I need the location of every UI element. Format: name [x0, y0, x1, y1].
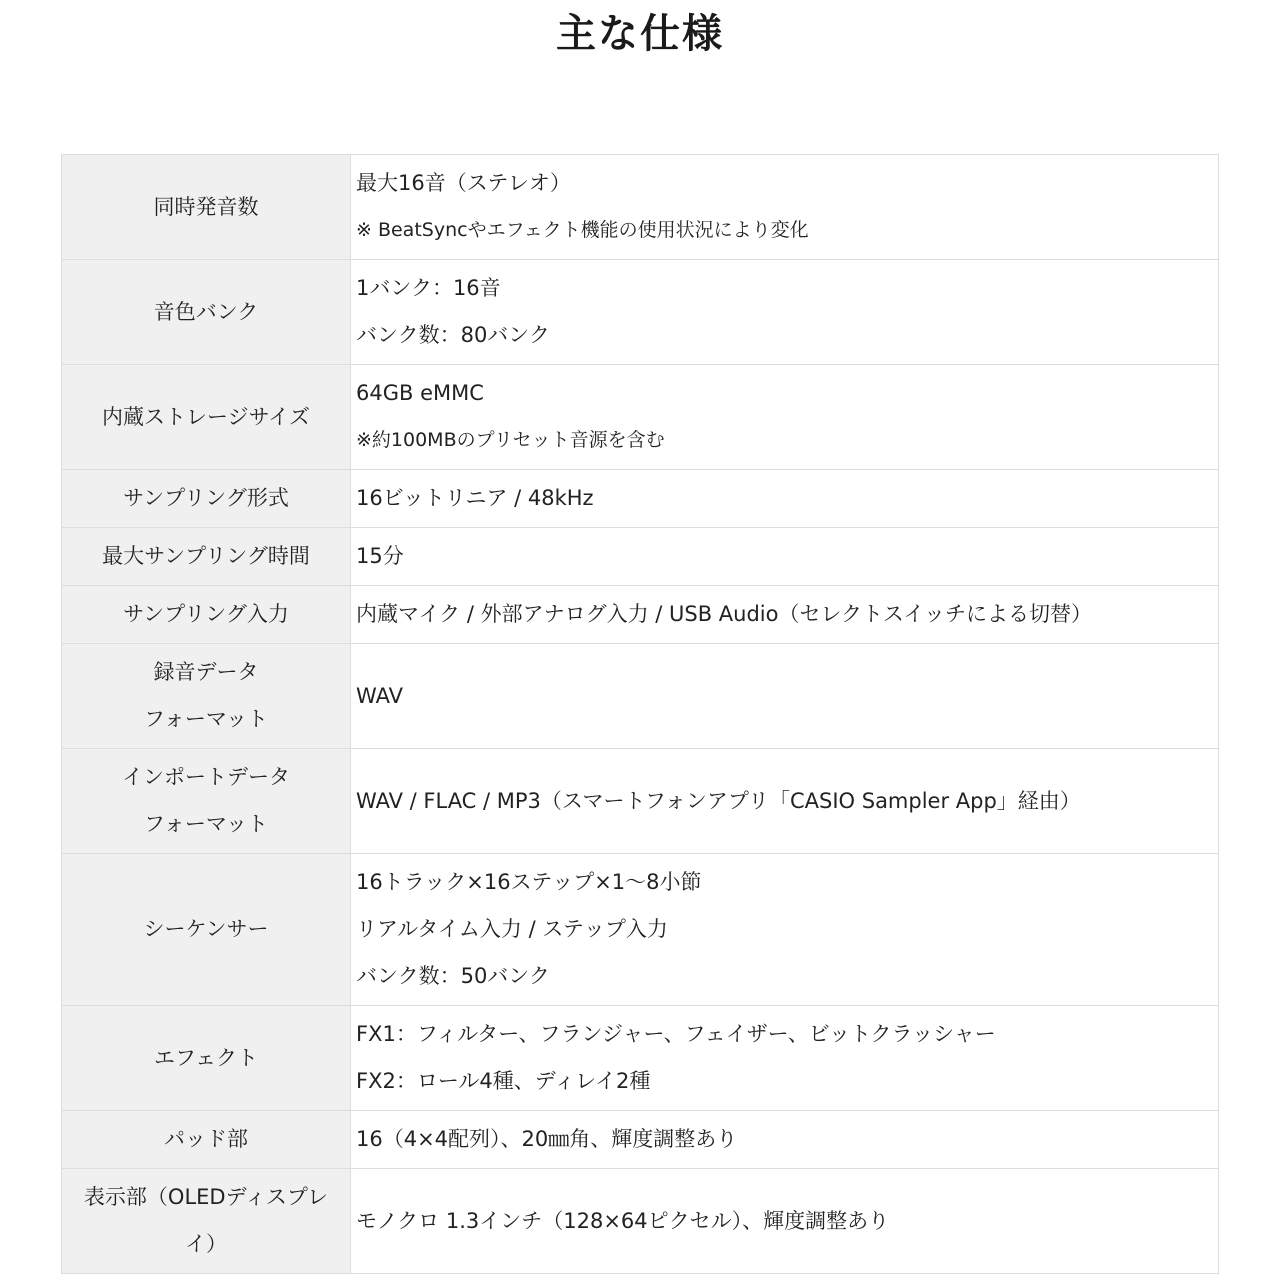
spec-value: WAV: [356, 683, 404, 708]
spec-label-cell: [62, 644, 351, 749]
spec-value-cell: [351, 644, 1219, 749]
spec-value: バンク数：50バンク: [356, 964, 550, 988]
spec-value: 内蔵マイク / 外部アナログ入力 / USB Audio（セレクトスイッチによる切替）: [356, 602, 1093, 626]
spec-row: [62, 749, 1219, 854]
spec-value: 16（4×4配列）、20㎜角、輝度調整あり: [356, 1127, 738, 1151]
spec-label-cell: [62, 1111, 351, 1169]
spec-note: ※約100MBのプリセット音源を含む: [356, 429, 665, 451]
page-title: 主な仕様: [556, 11, 724, 57]
spec-value: 最大16音（ステレオ）: [356, 171, 571, 195]
spec-value: モノクロ 1.3インチ（128×64ピクセル）、輝度調整あり: [356, 1208, 890, 1233]
spec-table-body: [62, 155, 1219, 1274]
spec-value-cell: [351, 155, 1219, 260]
spec-value-cell: [351, 749, 1219, 854]
spec-value: 16トラック×16ステップ×1〜8小節: [356, 870, 702, 894]
spec-value: 15分: [356, 544, 404, 568]
spec-value: 1バンク：16音: [356, 276, 501, 300]
spec-label: 同時発音数: [153, 194, 259, 219]
spec-value: FX1：フィルター、フランジャー、フェイザー、ビットクラッシャー: [356, 1022, 996, 1046]
spec-label: パッド部: [164, 1127, 248, 1151]
spec-label-cell: [62, 470, 351, 528]
spec-value-cell: [351, 854, 1219, 1006]
spec-label-cell: [62, 586, 351, 644]
spec-row: [62, 854, 1219, 1006]
spec-label-cell: [62, 365, 351, 470]
spec-value: 16ビットリニア / 48kHz: [356, 486, 594, 510]
spec-row: [62, 528, 1219, 586]
spec-row: [62, 586, 1219, 644]
spec-row: [62, 644, 1219, 749]
spec-value-cell: [351, 528, 1219, 586]
spec-label-cell: [62, 749, 351, 854]
spec-row: [62, 1111, 1219, 1169]
spec-label: 内蔵ストレージサイズ: [102, 404, 310, 429]
spec-label: フォーマット: [143, 812, 269, 836]
spec-label: フォーマット: [143, 707, 269, 731]
spec-label: 最大サンプリング時間: [102, 544, 310, 568]
spec-value: バンク数：80バンク: [356, 323, 550, 347]
spec-row: [62, 470, 1219, 528]
spec-note: ※ BeatSyncやエフェクト機能の使用状況により変化: [356, 219, 809, 241]
spec-row: [62, 260, 1219, 365]
spec-label-cell: [62, 854, 351, 1006]
spec-label: イ）: [185, 1232, 227, 1256]
spec-value: WAV / FLAC / MP3（スマートフォンアプリ「CASIO Sampler App」経由）: [356, 788, 1081, 813]
spec-value-cell: [351, 586, 1219, 644]
spec-value: 64GB eMMC: [356, 381, 484, 405]
spec-row: [62, 365, 1219, 470]
spec-value-cell: [351, 1169, 1219, 1274]
spec-value-cell: [351, 1111, 1219, 1169]
spec-value-cell: [351, 260, 1219, 365]
spec-label: エフェクト: [154, 1045, 258, 1070]
spec-label: 録音データ: [153, 660, 259, 684]
spec-label-cell: [62, 155, 351, 260]
spec-table: [61, 154, 1219, 1274]
spec-label: シーケンサー: [143, 917, 269, 941]
spec-row: [62, 155, 1219, 260]
spec-label: インポートデータ: [122, 765, 290, 789]
spec-value-cell: [351, 1006, 1219, 1111]
spec-label: 音色バンク: [153, 299, 259, 324]
spec-label-cell: [62, 528, 351, 586]
spec-label: サンプリング形式: [123, 486, 289, 510]
spec-label-cell: [62, 1006, 351, 1111]
spec-value-cell: [351, 470, 1219, 528]
spec-row: [62, 1169, 1219, 1274]
spec-value: FX2：ロール4種、ディレイ2種: [356, 1069, 651, 1093]
spec-value-cell: [351, 365, 1219, 470]
spec-label: サンプリング入力: [123, 602, 289, 626]
spec-label: 表示部（OLEDディスプレ: [83, 1185, 329, 1209]
spec-label-cell: [62, 1169, 351, 1274]
spec-value: リアルタイム入力 / ステップ入力: [356, 917, 668, 941]
spec-label-cell: [62, 260, 351, 365]
spec-row: [62, 1006, 1219, 1111]
